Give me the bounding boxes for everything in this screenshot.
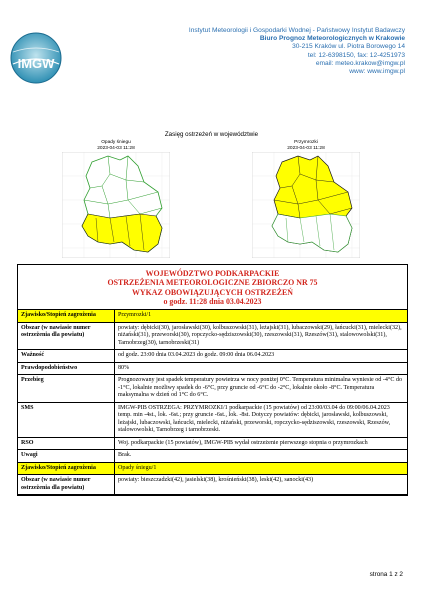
- row-value: od godz. 23:00 dnia 03.04.2023 do godz. 09:00 dnia 06.04.2023: [115, 350, 408, 363]
- row-value: powiaty: dębicki(30), jarosławski(30), kolbuszowski(31), leżajski(31), lubaczowski(29), łańcucki(31), mielecki(32), niżański(31), przeworski(30), ropczycko-sędziszowski(30), rzeszowski(31), Rzeszów(31), stalowowolski(31), Tarnobrzeg(30), tarnobrzeski(31): [115, 322, 408, 350]
- row-label: Obszar (w nawiasie numer ostrzeżenia dla powiatu): [18, 475, 115, 495]
- map-date: 2023-04-03 11:28: [97, 145, 135, 151]
- letterhead: [0, 0, 423, 110]
- page-number: strona 1 z 2: [369, 571, 403, 578]
- institution-info: [189, 27, 405, 76]
- map-snow-svg: [62, 152, 170, 258]
- title-warnings: OSTRZEŻENIA METEOROLOGICZNE ZBIORCZO NR 75: [107, 278, 318, 288]
- table-row: [18, 375, 407, 403]
- row-label: Ważność: [18, 350, 115, 363]
- row-value: Woj. podkarpackie (15 powiatów), IMGW-PIB wydał ostrzeżenie pierwszego stopnia o przymrozkach: [115, 437, 408, 450]
- table-row: [18, 362, 407, 375]
- address: 30-215 Kraków ul. Piotra Borowego 14: [292, 43, 405, 51]
- row-label: Prawdopodobieństwo: [18, 362, 115, 375]
- email[interactable]: email: meteo.krakow@imgw.pl: [315, 59, 405, 67]
- section-heading: Zasięg ostrzeżeń w województwie: [164, 131, 259, 138]
- row-value: Prognozowany jest spadek temperatury powietrza w nocy poniżej 0°C. Temperatura minimalna wyniesie od -4°C do -1°C, lokalnie możliwy spadek do -6°C, przy gruncie od -6°C do -2°C, lokalnie około -8°C. Temperatura maksymalna w dzień od 1°C do 6°C.: [115, 375, 408, 403]
- title-list: WYKAZ OBOWIĄZUJĄCYCH OSTRZEŻEŃ: [132, 287, 293, 297]
- document-title: [18, 265, 407, 310]
- map-snow: [62, 140, 170, 262]
- table-row: [18, 310, 407, 322]
- institution-name: Instytut Meteorologii i Gospodarki Wodnej - Państwowy Instytut Badawczy: [188, 27, 405, 34]
- row-value: Brak.: [115, 450, 408, 463]
- row-value: Przymrozki/1: [115, 310, 408, 322]
- table-row: [18, 450, 407, 463]
- warnings-table: [18, 310, 407, 495]
- map-label: Opady śniegu: [101, 140, 131, 145]
- table-row: [18, 350, 407, 363]
- row-value: Opady śniegu/1: [115, 462, 408, 475]
- row-label: Zjawisko/Stopień zagrożenia: [18, 462, 115, 475]
- row-label: SMS: [18, 402, 115, 437]
- phone-fax: tel: 12-6398150, fax: 12-4251973: [307, 51, 405, 59]
- table-row: [18, 402, 407, 437]
- row-label: RSO: [18, 437, 115, 450]
- row-label: Uwagi: [18, 450, 115, 463]
- office-name: Biuro Prognoz Meteorologicznych w Krakowie: [259, 35, 405, 43]
- table-row: [18, 322, 407, 350]
- title-time: o godz. 11:28 dnia 03.04.2023: [163, 296, 262, 306]
- map-date: 2023-04-03 11:28: [287, 145, 325, 151]
- map-frost: [252, 140, 360, 262]
- map-frost-svg: [252, 152, 360, 258]
- table-row: [18, 437, 407, 450]
- title-voivodeship: WOJEWÓDZTWO PODKARPACKIE: [145, 269, 280, 278]
- table-row: [18, 475, 407, 495]
- logo-text: IMGW: [17, 56, 55, 71]
- map-label: Przymrozki: [294, 140, 318, 145]
- row-label: Zjawisko/Stopień zagrożenia: [18, 310, 115, 322]
- table-row: [18, 462, 407, 475]
- row-label: Obszar (w nawiasie numer ostrzeżenia dla powiatu): [18, 322, 115, 350]
- row-value: 80%: [115, 362, 408, 375]
- website[interactable]: www: www.imgw.pl: [349, 68, 405, 76]
- warning-document: [17, 264, 408, 496]
- imgw-logo: [10, 28, 62, 92]
- row-value: IMGW-PIB OSTRZEGA: PRZYMROZKI/1 podkarpackie (15 powiatów) od 23:00/03.04 do 09:00/06.04.2023 temp. min -4st., lok. -6st.; przy gruncie -6st., lok. -8st. Dotyczy powiatów: dębicki, jarosławski, kolbuszowski, leżajski, lubaczowski, łańcucki, mielecki, niżański, przeworski, ropczycko-sędziszowski, rzeszowski, Rzeszów, stalowowolski, Tarnobrzeg i tarnobrzeski.: [115, 402, 408, 437]
- row-value: powiaty: bieszczadzki(42), jasielski(38), krośnieński(38), leski(42), sanocki(43): [115, 475, 408, 495]
- row-label: Przebieg: [18, 375, 115, 403]
